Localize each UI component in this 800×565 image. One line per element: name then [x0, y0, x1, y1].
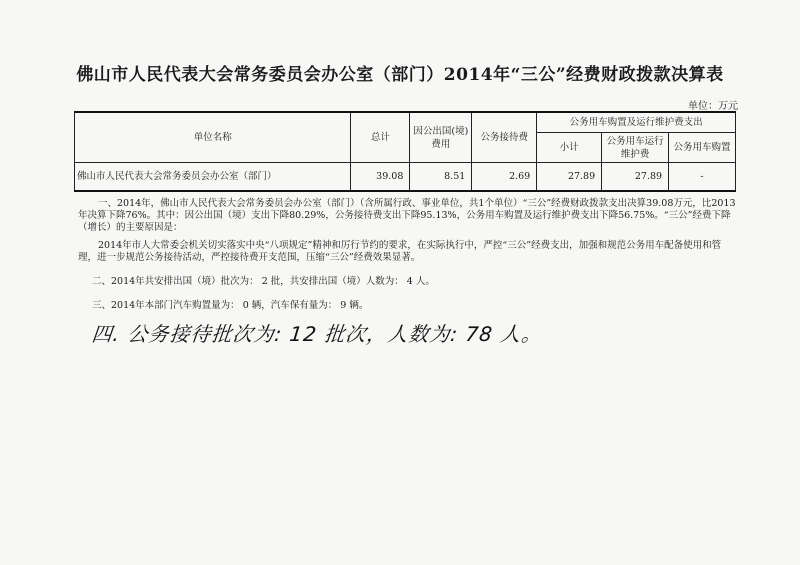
cell-subtotal: 27.89 — [537, 163, 602, 192]
note-paragraph-4: 三、2014年本部门汽车购置量为： 0 辆，汽车保有量为： 9 辆。 — [92, 300, 369, 311]
note-paragraph-3: 二、2014年共安排出国（境）批次为： 2 批，共安排出国（境）人数为： 4 人。 — [92, 276, 435, 287]
header-subtotal: 小计 — [537, 133, 602, 163]
page-title: 佛山市人民代表大会常务委员会办公室（部门）2014年“三公”经费财政拨款决算表 — [76, 65, 724, 85]
cell-vehicle-buy: - — [669, 163, 736, 192]
table-row — [75, 163, 736, 192]
table-header-row — [75, 112, 736, 133]
header-total: 总计 — [351, 112, 410, 163]
note-paragraph-2: 2014年市人大常委会机关切实落实中央“八项规定”精神和厉行节约的要求，在实际执行中，严控“三公”经费支出，加强和规范公务用车配备使用和管理，进一步规范公务接待活动，严控接待费开支范围，压缩“三公”经费效果显著。 — [78, 240, 722, 263]
cell-reception: 2.69 — [472, 163, 537, 192]
cell-vehicle-run: 27.89 — [602, 163, 669, 192]
header-unit-name: 单位名称 — [75, 112, 351, 163]
header-abroad: 因公出国(境)费用 — [410, 112, 472, 163]
cell-total: 39.08 — [351, 163, 410, 192]
cell-unit-name: 佛山市人民代表大会常务委员会办公室（部门） — [75, 163, 351, 192]
cell-abroad: 8.51 — [410, 163, 472, 192]
header-vehicle-buy: 公务用车购置 — [669, 133, 736, 163]
note-paragraph-1: 一、2014年，佛山市人民代表大会常务委员会办公室（部门）（含所属行政、事业单位，共1个单位）“三公”经费财政拨款支出决算39.08万元，比2013年决算下降76%。其中：因公出国（境）支出下降80.29%，公务接待费支出下降95.13%，公务用车购置及运行维护费支出下降56.75%。“三公”经费下降（增长）的主要原因是： — [78, 198, 736, 233]
header-reception: 公务接待费 — [472, 112, 537, 163]
expense-table — [74, 111, 736, 192]
header-vehicle-run: 公务用车运行维护费 — [602, 133, 669, 163]
header-vehicle-group: 公务用车购置及运行维护费支出 — [537, 112, 736, 133]
handwritten-note: 四. 公务接待批次为: 12 批次，人数为: 78 人。 — [90, 322, 544, 346]
unit-label: 单位：万元 — [688, 101, 738, 112]
